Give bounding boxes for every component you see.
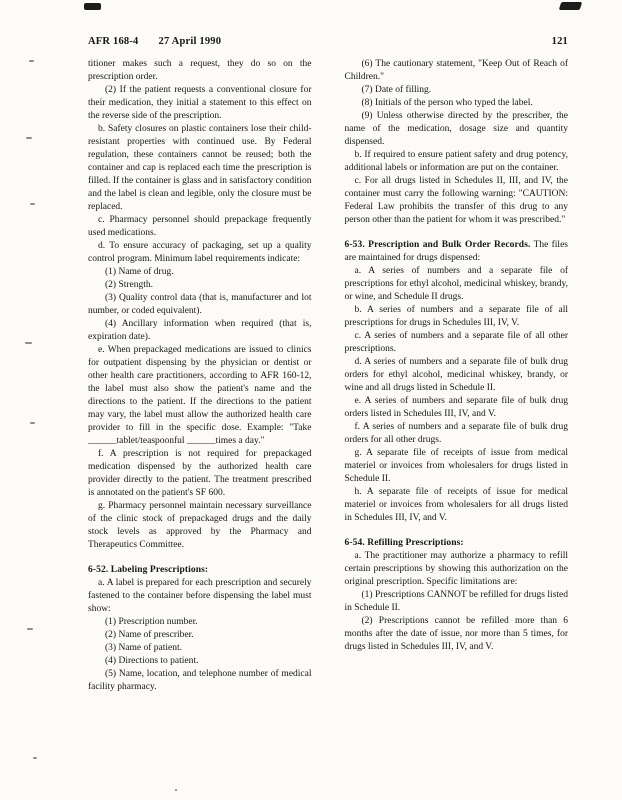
- doc-date: 27 April 1990: [158, 36, 222, 47]
- section-number-title: 6-52. Labeling Prescriptions:: [88, 565, 209, 575]
- page-header: [88, 36, 568, 47]
- left-column: [88, 58, 312, 694]
- paragraph: (1) Prescription number.: [105, 617, 198, 627]
- scan-artifact: [33, 757, 37, 759]
- paragraph: d. To ensure accuracy of packaging, set up a quality control program. Minimum label requirements indicate:: [88, 241, 312, 264]
- paragraph: (1) Name of drug.: [105, 267, 174, 277]
- paragraph: b. If required to ensure patient safety and drug potency, additional labels or information are put on the container.: [344, 150, 568, 173]
- paragraph: titioner makes such a request, they do so on the prescription order.: [88, 59, 312, 82]
- paragraph: f. A prescription is not required for prepackaged medication dispensed by the authorized health care provider directly to the patient. The treatment prescribed is annotated on the patient's SF 600.: [88, 449, 312, 498]
- paragraph: (9) Unless otherwise directed by the prescriber, the name of the medication, dosage size and quantity dispensed.: [344, 111, 568, 147]
- paragraph: (3) Quality control data (that is, manufacturer and lot number, or coded equivalent).: [88, 293, 312, 316]
- scan-artifact: [30, 422, 35, 424]
- paragraph: c. A series of numbers and a separate file of all other prescriptions.: [344, 331, 568, 354]
- paragraph: c. For all drugs listed in Schedules II, III, and IV, the container must carry the following warning: "CAUTION: Federal Law prohibits the transfer of this drug to any person other than the patient for whom it was prescribed.": [344, 176, 568, 225]
- scan-artifact: [27, 628, 33, 630]
- scan-artifact: [30, 203, 35, 205]
- paragraph: (2) If the patient requests a conventional closure for their medication, they initial a statement to this effect on the reverse side of the prescription.: [88, 85, 312, 121]
- paragraph: (8) Initials of the person who typed the label.: [361, 98, 533, 108]
- paragraph: (2) Strength.: [105, 280, 154, 290]
- section-heading: [88, 564, 312, 577]
- paragraph: b. A series of numbers and a separate file of all prescriptions for drugs in Schedules III, IV, V.: [344, 305, 568, 328]
- section-heading: [345, 537, 569, 550]
- paragraph: a. The practitioner may authorize a pharmacy to refill certain prescriptions by showing this authorization on the original prescription. Specific limitations are:: [344, 551, 568, 587]
- paragraph: d. A series of numbers and a separate file of bulk drug orders for ethyl alcohol, medicinal whiskey, brandy, or wine and all drugs listed in Schedule II.: [344, 357, 568, 393]
- doc-id: AFR 168-4: [88, 36, 139, 47]
- paragraph: e. When prepackaged medications are issued to clinics for outpatient dispensing by the physician or dentist or other health care practitioners, according to AFR 160-12, the label must also show the patient's name and the directions to the patient. If the directions to the patient may vary, the label must allow the authorized health care provider to fill in the specific dose. Example: "Take ______tablet/teaspoonful ______times a day.": [88, 345, 312, 446]
- paragraph: (3) Name of patient.: [105, 643, 183, 653]
- scan-artifact: [175, 789, 177, 791]
- right-column: [345, 58, 569, 694]
- paragraph: b. Safety closures on plastic containers lose their child-resistant properties with continued use. By Federal regulation, these containers cannot be reused; both the container and cap is replaced each time the prescription is filled. If the container is glass and in satisfactory condition and the label is clean and legible, only the closure must be replaced.: [88, 124, 312, 212]
- paragraph: g. Pharmacy personnel maintain necessary surveillance of the clinic stock of prepackaged drugs and the daily stock levels as approved by the Pharmacy and Therapeutics Committee.: [88, 501, 312, 550]
- section-number-title: 6-53. Prescription and Bulk Order Records.: [344, 240, 531, 250]
- paragraph: (7) Date of filling.: [361, 85, 432, 95]
- paragraph: h. A separate file of receipts of issue for medical materiel or invoices from wholesalers for all drugs listed in Schedules III, IV, and V.: [344, 487, 568, 523]
- paragraph: (6) The cautionary statement, "Keep Out of Reach of Children.": [344, 59, 568, 82]
- section-heading: 6-53. Prescription and Bulk Order Records. The files are maintained for drugs dispensed:: [344, 240, 568, 263]
- paragraph: c. Pharmacy personnel should prepackage frequently used medications.: [88, 215, 312, 238]
- scan-artifact: [84, 3, 101, 10]
- scan-artifact: [29, 60, 34, 62]
- document-body: [88, 58, 568, 694]
- paragraph: (2) Prescriptions cannot be refilled more than 6 months after the date of issue, nor more than 5 times, for drugs listed in Schedules III, IV, and V.: [344, 616, 568, 652]
- page-number: 121: [551, 36, 568, 47]
- paragraph: (2) Name of prescriber.: [105, 630, 194, 640]
- paragraph: a. A series of numbers and a separate file of prescriptions for ethyl alcohol, medicinal whiskey, brandy, or wine, and Schedule II drugs.: [344, 266, 568, 302]
- paragraph: (5) Name, location, and telephone number of medical facility pharmacy.: [88, 669, 312, 692]
- paragraph: f. A series of numbers and a separate file of bulk drug orders for all other drugs.: [344, 422, 568, 445]
- paragraph: (4) Ancillary information when required (that is, expiration date).: [88, 319, 312, 342]
- paragraph: e. A series of numbers and separate file of bulk drug orders listed in Schedules III, IV, and V.: [344, 396, 568, 419]
- paragraph: g. A separate file of receipts of issue from medical materiel or invoices from wholesalers for drugs listed in Schedule II.: [344, 448, 568, 484]
- scan-artifact: [559, 2, 583, 10]
- paragraph: (4) Directions to patient.: [105, 656, 199, 666]
- scan-artifact: [26, 137, 32, 139]
- paragraph: a. A label is prepared for each prescription and securely fastened to the container before dispensing the label must show:: [88, 578, 312, 614]
- paragraph: (1) Prescriptions CANNOT be refilled for drugs listed in Schedule II.: [344, 590, 568, 613]
- section-number-title: 6-54. Refilling Prescriptions:: [344, 538, 464, 548]
- scan-artifact: [25, 342, 32, 344]
